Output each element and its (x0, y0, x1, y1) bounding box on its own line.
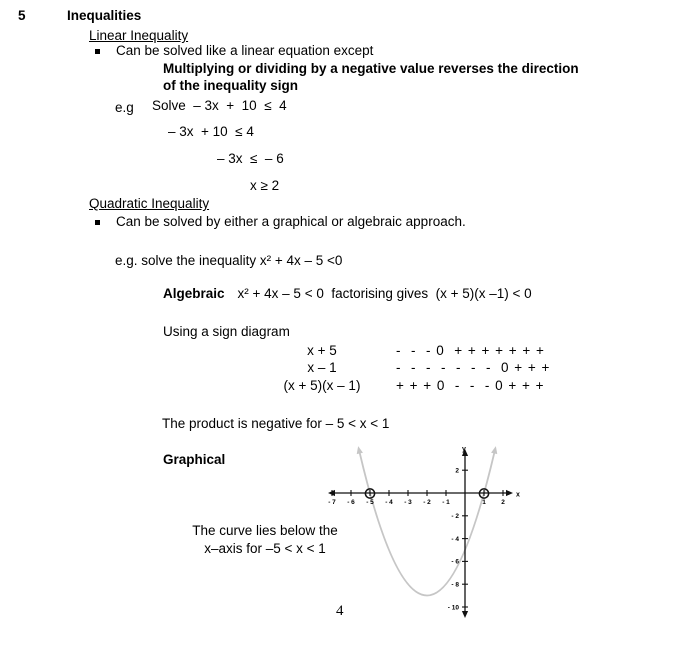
y-tick-label: - 2 (451, 513, 459, 521)
x-tick-label: - 3 (404, 499, 412, 506)
curve-note-line1: The curve lies below the (192, 523, 338, 538)
linear-heading: Linear Inequality (89, 28, 189, 43)
y-axis-bottom-arrow-icon (462, 611, 468, 618)
graphical-label: Graphical (163, 452, 226, 467)
linear-step-4: x ≥ 2 (250, 178, 280, 193)
quadratic-bullet-text: Can be solved by either a graphical or algebraic approach. (116, 214, 466, 229)
page-title: Inequalities (67, 8, 142, 23)
sign-conclusion: The product is negative for – 5 < x < 1 (162, 416, 390, 431)
sign-diagram-title: Using a sign diagram (163, 324, 290, 339)
y-tick-label: - 6 (451, 558, 459, 566)
linear-step-1: Solve – 3x + 10 ≤ 4 (152, 98, 287, 113)
sign-row-signs: + + + 0 - - - 0 + + + (396, 378, 545, 393)
algebraic-line (163, 286, 532, 303)
x-tick-label: - 2 (423, 499, 431, 506)
parabola-graph (325, 443, 525, 623)
section-number: 5 (18, 8, 26, 23)
quadratic-heading: Quadratic Inequality (89, 196, 210, 211)
linear-note-line2: of the inequality sign (163, 78, 299, 93)
algebraic-label: Algebraic (163, 286, 225, 301)
y-tick-label: - 8 (451, 581, 459, 589)
linear-bullet-text: Can be solved like a linear equation except (116, 43, 374, 58)
x-tick-label: - 1 (442, 499, 450, 506)
sign-row-label: x – 1 (307, 360, 337, 375)
y-tick-label: 2 (455, 467, 459, 475)
x-tick-label: - 6 (347, 499, 355, 506)
linear-step-2: – 3x + 10 ≤ 4 (168, 124, 254, 139)
x-tick-label: 1 (482, 499, 486, 506)
x-axis-right-arrow-icon (506, 490, 513, 496)
sign-row-signs: - - - 0 + + + + + + + (396, 343, 545, 358)
sign-row-signs: - - - - - - - 0 + + + (396, 360, 551, 375)
x-tick-label: - 4 (385, 499, 393, 506)
x-tick-label: - 5 (366, 499, 374, 506)
y-tick-label: - 4 (451, 535, 459, 543)
x-tick-label: 2 (501, 499, 505, 506)
y-axis-label: y (462, 446, 466, 453)
bullet-square-icon (95, 49, 100, 54)
bullet-square-icon (95, 220, 100, 225)
curve-arrow-icon (491, 445, 499, 454)
algebraic-working: x² + 4x – 5 < 0 factorising gives (x + 5)(x –1) < 0 (237, 286, 532, 301)
parabola-curve (360, 452, 495, 596)
curve-note-line2: x–axis for –5 < x < 1 (204, 541, 326, 556)
linear-step-3: – 3x ≤ – 6 (217, 151, 284, 166)
sign-row-label: x + 5 (307, 343, 337, 358)
quadratic-example-text: e.g. solve the inequality x² + 4x – 5 <0 (115, 253, 343, 268)
x-tick-label: - 7 (328, 499, 336, 506)
x-axis-label: x (516, 491, 520, 499)
sign-row-label: (x + 5)(x – 1) (283, 378, 361, 393)
page-number: 4 (336, 603, 344, 619)
curve-arrow-icon (355, 445, 363, 454)
y-tick-label: - 10 (447, 604, 459, 612)
example-label: e.g (115, 100, 134, 115)
linear-note-line1: Multiplying or dividing by a negative value reverses the direction (163, 61, 579, 76)
